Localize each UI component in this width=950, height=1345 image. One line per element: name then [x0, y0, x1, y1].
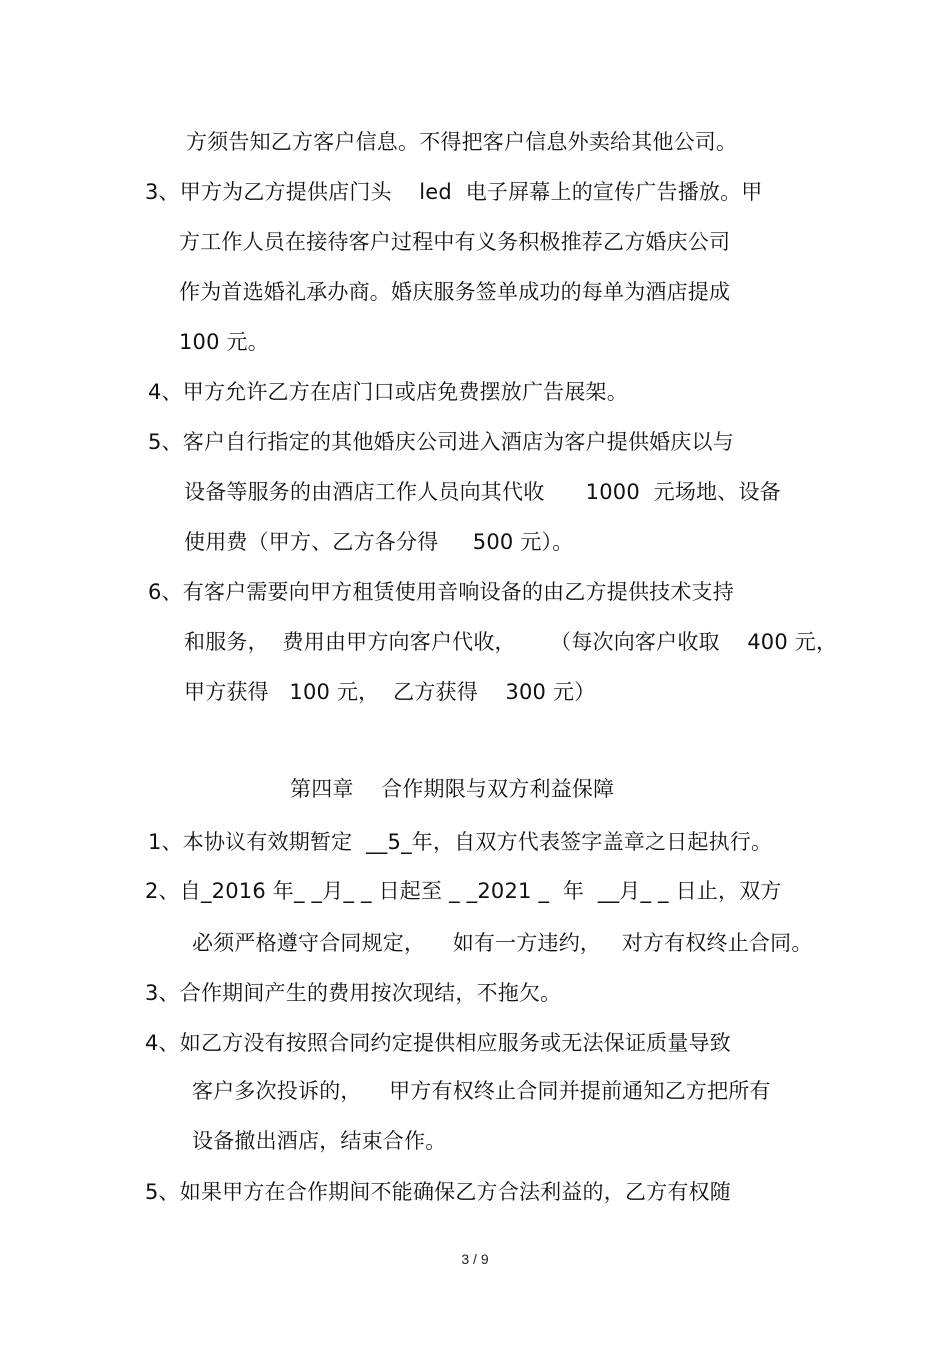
text-line: 作为首选婚礼承办商。婚庆服务签单成功的每单为酒店提成	[179, 280, 731, 304]
text-line: 必须严格遵守合同规定， 如有一方违约， 对方有权终止合同。	[192, 931, 813, 955]
list-item-5: 5、客户自行指定的其他婚庆公司进入酒店为客户提供婚庆以与	[148, 430, 734, 454]
text-line: 方工作人员在接待客户过程中有义务积极推荐乙方婚庆公司	[179, 230, 731, 254]
chapter-heading: 第四章 合作期限与双方利益保障	[290, 777, 615, 801]
text-line: 客户多次投诉的， 甲方有权终止合同并提前通知乙方把所有	[192, 1079, 771, 1103]
page-number: 3 / 9	[461, 1251, 489, 1267]
text-line: 100 元。	[179, 330, 269, 354]
list-item-1: 1、本协议有效期暂定 __5_年，自双方代表签字盖章之日起执行。	[148, 830, 773, 854]
text-line: 设备撤出酒店，结束合作。	[192, 1129, 447, 1153]
text-line: 使用费（甲方、乙方各分得 500 元）。	[184, 530, 574, 554]
text-line: 和服务， 费用由甲方向客户代收， （每次向客户收取 400 元，	[184, 630, 838, 654]
text-line: 方须告知乙方客户信息。不得把客户信息外卖给其他公司。	[186, 130, 738, 154]
list-item-3: 3、甲方为乙方提供店门头 led 电子屏幕上的宣传广告播放。甲	[145, 180, 763, 204]
list-item-4: 4、甲方允许乙方在店门口或店免费摆放广告展架。	[148, 380, 628, 404]
list-item-2: 2、自_2016 年_ _月_ _ 日起至 _ _2021 _ 年 __月_ _ 日止，双方	[145, 879, 782, 903]
list-item-6: 6、有客户需要向甲方租赁使用音响设备的由乙方提供技术支持	[148, 580, 734, 604]
list-item-4: 4、如乙方没有按照合同约定提供相应服务或无法保证质量导致	[145, 1031, 731, 1055]
text-line: 甲方获得 100 元， 乙方获得 300 元）	[184, 680, 596, 704]
text-line: 设备等服务的由酒店工作人员向其代收 1000 元场地、设备	[184, 480, 781, 504]
list-item-3: 3、合作期间产生的费用按次现结，不拖欠。	[145, 981, 562, 1005]
list-item-5: 5、如果甲方在合作期间不能确保乙方合法利益的，乙方有权随	[145, 1180, 731, 1204]
